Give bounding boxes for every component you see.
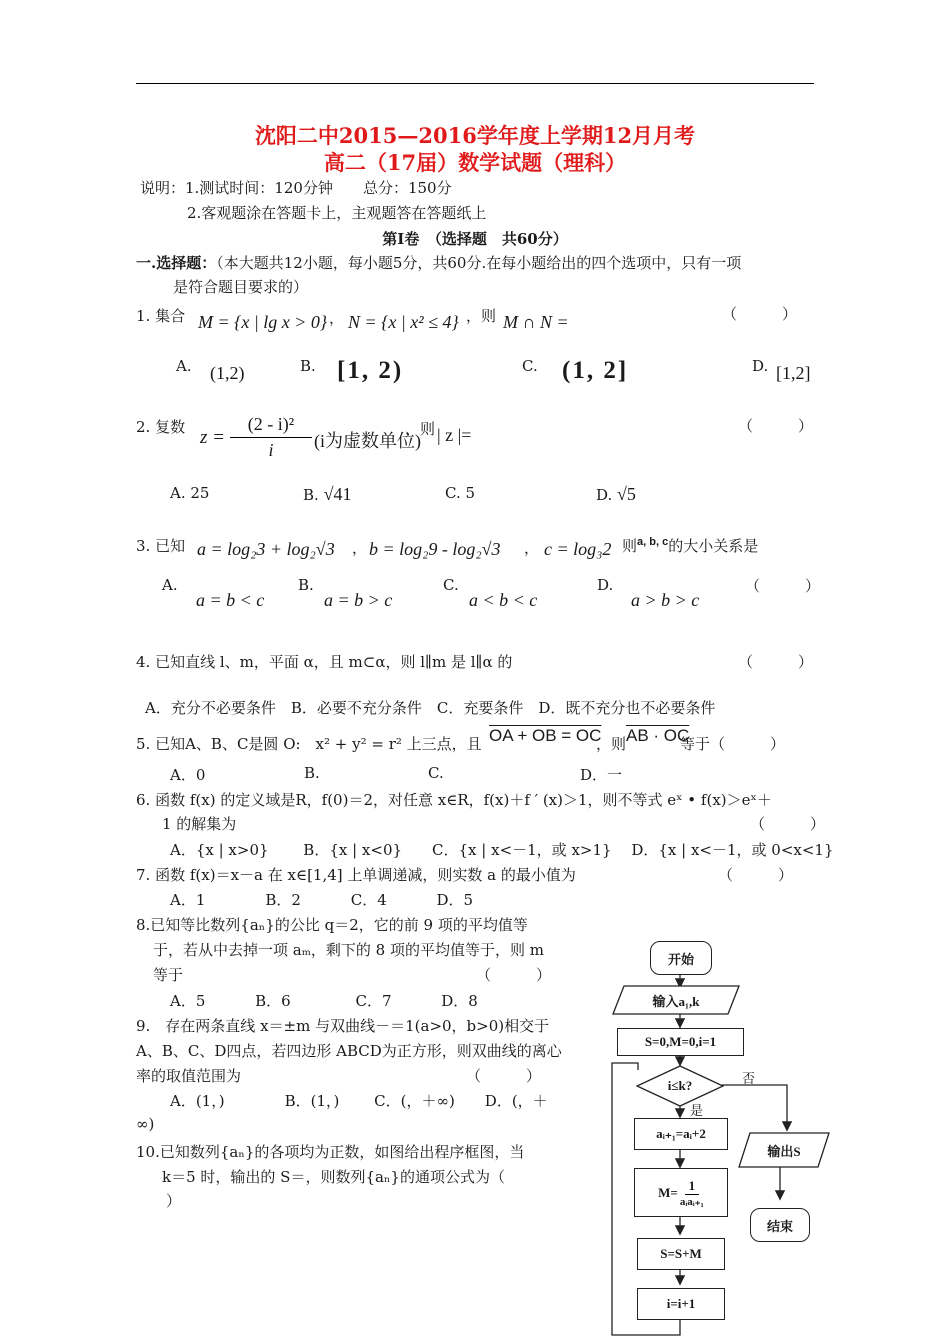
q4-text: 已知直线 l、m，平面 α，且 m⊂α，则 l∥m 是 l∥α 的 bbox=[155, 653, 513, 671]
q3-option-a: a = b < c bbox=[196, 590, 265, 610]
flow-step-s: S=S+M bbox=[637, 1238, 725, 1270]
flow-decision: i≤k? bbox=[667, 1078, 693, 1093]
q2-label-c: C. bbox=[445, 484, 461, 502]
q2-note: (i为虚数单位) bbox=[314, 431, 421, 451]
q2-label-a: A. bbox=[170, 484, 186, 502]
q9-options-cont: ∞) bbox=[136, 1115, 155, 1133]
q3-sep-2: ， bbox=[524, 539, 540, 557]
q1-set-m: M = {x | lg x > 0} bbox=[198, 312, 328, 332]
q8-line-2: 于，若从中去掉一项 aₘ，剩下的 8 项的平均值等于，则 m bbox=[153, 941, 544, 959]
q5-vector-eq: OA + OB = OC bbox=[489, 726, 602, 745]
q5-stem bbox=[136, 733, 482, 754]
q4-stem bbox=[136, 651, 512, 672]
q3-then bbox=[622, 535, 758, 556]
q1-then: ，则 bbox=[466, 307, 497, 325]
q5-tail: 等于（ ） bbox=[680, 735, 786, 753]
flow-end: 结束 bbox=[750, 1208, 810, 1242]
q1-option-c: (1, 2] bbox=[562, 357, 629, 384]
q1-number: 1. bbox=[136, 307, 151, 325]
flow-input: 输入a₁,k bbox=[652, 993, 700, 1009]
q2-stem bbox=[136, 416, 185, 437]
q2-value-d: √5 bbox=[617, 484, 636, 504]
q3-then-word: 则 bbox=[622, 537, 638, 555]
section-instructions bbox=[136, 252, 741, 273]
exam-subtitle: 高二（17届）数学试题（理科） bbox=[323, 150, 627, 175]
flow-step-m bbox=[634, 1168, 728, 1217]
flow-step-a: aᵢ₊₁=aᵢ+2 bbox=[634, 1118, 728, 1150]
q3-abc: a, b, c bbox=[637, 536, 669, 548]
q2-option-c bbox=[445, 484, 475, 502]
flow-yes-label: 是 bbox=[690, 1103, 704, 1118]
q3-option-b: a = b > c bbox=[324, 590, 393, 610]
instr-line-2: 是符合题目要求的） bbox=[173, 278, 309, 296]
q3-number: 3. bbox=[136, 537, 151, 555]
q1-option-a: (1,2) bbox=[210, 363, 245, 383]
q3-b-def: b = log₂9 - log₂√3 bbox=[369, 539, 501, 559]
volume-title: 第Ⅰ卷 （选择题 共60分） bbox=[382, 230, 568, 248]
q3-label-c: C. bbox=[443, 576, 459, 594]
q7-answer-paren: （ ） bbox=[718, 866, 794, 884]
q3-label-d: D. bbox=[597, 576, 614, 594]
q5-vector-dot: AB · OC bbox=[626, 726, 690, 745]
flow-m-lhs: M= bbox=[658, 1184, 678, 1200]
q5-option-b: B. bbox=[304, 764, 320, 782]
q5-option-c: C. bbox=[428, 764, 444, 782]
flow-no-label: 否 bbox=[742, 1071, 756, 1086]
q9-answer-paren: （ ） bbox=[466, 1067, 542, 1085]
q1-comma: ， bbox=[329, 309, 345, 327]
q6-stem bbox=[136, 789, 772, 810]
q1-label-c: C. bbox=[522, 357, 538, 375]
q5-option-d: D．一 bbox=[580, 766, 623, 784]
q6-answer-paren: （ ） bbox=[750, 815, 826, 833]
flow-init: S=0,M=0,i=1 bbox=[617, 1028, 744, 1056]
q2-value-b: √41 bbox=[323, 484, 352, 504]
q10-line-2: k＝5 时，输出的 S＝，则数列{aₙ}的通项公式为（ bbox=[162, 1168, 505, 1186]
q1-option-d: [1,2] bbox=[776, 363, 811, 383]
q6-options: A．{x | x>0} B．{x | x<0} C．{x | x<－1，或 x>1} D．{x | x<－1，或 0<x<1} bbox=[170, 841, 834, 859]
q2-numerator: (2 - i)² bbox=[230, 414, 312, 438]
q5-number: 5. bbox=[136, 735, 151, 753]
q7-stem bbox=[136, 864, 576, 885]
q7-number: 7. bbox=[136, 866, 151, 884]
q1-label-d: D. bbox=[752, 357, 769, 375]
q2-answer-paren: （ ） bbox=[738, 417, 814, 435]
q2-lead: 复数 bbox=[155, 418, 186, 436]
q1-label-a: A. bbox=[176, 357, 192, 375]
q3-c-def: c = log₃2 bbox=[544, 539, 612, 559]
q6-line-1: 函数 f(x) 的定义域是R，f(0)＝2，对任意 x∈R，f(x)＋f ′ (x)＞1，则不等式 eˣ • f(x)＞eˣ＋ bbox=[155, 791, 772, 809]
q6-line-2: 1 的解集为 bbox=[162, 815, 237, 833]
q1-set-n: N = {x | x² ≤ 4} bbox=[348, 312, 459, 332]
q3-option-d: a > b > c bbox=[631, 590, 700, 610]
q2-value-a: 25 bbox=[190, 484, 210, 502]
q4-number: 4. bbox=[136, 653, 151, 671]
q2-label-b: B. bbox=[303, 486, 319, 504]
q1-label-b: B. bbox=[300, 357, 316, 375]
q4-answer-paren: （ ） bbox=[738, 653, 814, 671]
exam-title: 沈阳二中2015—2016学年度上学期12月月考 bbox=[254, 123, 696, 148]
q9-line-1: 9. 存在两条直线 x＝±m 与双曲线－＝1(a>0，b>0)相交于 bbox=[136, 1017, 550, 1035]
flow-output: 输出S bbox=[767, 1143, 801, 1159]
q3-lead: 已知 bbox=[155, 537, 186, 555]
q3-label-a: A. bbox=[162, 576, 178, 594]
q4-options: A．充分不必要条件 B．必要不充分条件 C．充要条件 D．既不充分也不必要条件 bbox=[145, 699, 716, 717]
q2-denominator: i bbox=[268, 440, 274, 460]
note-line-2: 2.客观题涂在答题卡上，主观题答在答题纸上 bbox=[187, 204, 487, 222]
q1-expr: M ∩ N = bbox=[503, 312, 569, 332]
q7-options: A．1 B．2 C．4 D．5 bbox=[170, 891, 474, 909]
q2-number: 2. bbox=[136, 418, 151, 436]
q3-stem bbox=[136, 535, 185, 556]
q10-line-1: 10.已知数列{aₙ}的各项均为正数，如图给出程序框图，当 bbox=[136, 1143, 525, 1161]
flow-start: 开始 bbox=[650, 941, 712, 975]
q1-stem bbox=[136, 305, 185, 326]
q8-line-3: 等于 bbox=[153, 966, 184, 984]
q10-line-3: ） bbox=[166, 1192, 182, 1210]
q8-options: A．5 B．6 C．7 D．8 bbox=[170, 992, 478, 1010]
q8-line-1: 8.已知等比数列{aₙ}的公比 q＝2，它的前 9 项的平均值等 bbox=[136, 916, 528, 934]
q9-line-3: 率的取值范围为 bbox=[136, 1067, 242, 1085]
q3-answer-paren: （ ） bbox=[745, 577, 821, 595]
q2-option-b bbox=[303, 484, 351, 505]
q5-then: ，则 bbox=[596, 735, 627, 753]
note-line-1: 说明：1.测试时间：120分钟 总分：150分 bbox=[140, 179, 452, 197]
part-label: 一.选择题： bbox=[136, 254, 217, 272]
q1-option-b: [1, 2) bbox=[337, 357, 404, 384]
q5-text: 已知A、B、C是圆 O: x² + y² = r² 上三点，且 bbox=[155, 735, 482, 753]
q2-abs: | z |= bbox=[437, 425, 472, 445]
q8-answer-paren: （ ） bbox=[476, 966, 552, 984]
q2-z-eq: z = bbox=[200, 427, 225, 448]
q3-option-c: a < b < c bbox=[469, 590, 538, 610]
q2-option-d bbox=[596, 484, 636, 505]
top-rule bbox=[136, 83, 814, 84]
instr-line-1: （本大题共12小题，每小题5分，共60分.在每小题给出的四个选项中，只有一项 bbox=[216, 254, 742, 272]
q9-options: A．(1，) B．(1，) C．(，＋∞) D．(，＋ bbox=[170, 1092, 548, 1110]
q1-answer-paren: （ ） bbox=[722, 305, 798, 323]
q2-label-d: D. bbox=[596, 486, 613, 504]
flow-step-i: i=i+1 bbox=[637, 1288, 725, 1320]
flow-m-fraction bbox=[680, 1178, 704, 1208]
q3-label-b: B. bbox=[298, 576, 314, 594]
q7-text: 函数 f(x)＝x－a 在 x∈[1,4] 上单调递减，则实数 a 的最小值为 bbox=[155, 866, 576, 884]
q3-tail: 的大小关系是 bbox=[668, 537, 759, 555]
q3-sep-1: ， bbox=[352, 539, 368, 557]
q2-option-a bbox=[170, 484, 209, 502]
q5-option-a: A．0 bbox=[170, 766, 206, 784]
q1-lead: 集合 bbox=[155, 307, 186, 325]
q9-line-2: A、B、C、D四点，若四边形 ABCD为正方形，则双曲线的离心 bbox=[136, 1042, 562, 1060]
q6-number: 6. bbox=[136, 791, 151, 809]
q3-a-def: a = log₂3 + log₂√3 bbox=[197, 539, 335, 559]
flow-m-num: 1 bbox=[685, 1178, 700, 1195]
q2-then: ，则 bbox=[405, 420, 436, 438]
q2-value-c: 5 bbox=[465, 484, 476, 502]
flow-m-den: aᵢaᵢ₊₁ bbox=[679, 1195, 704, 1208]
